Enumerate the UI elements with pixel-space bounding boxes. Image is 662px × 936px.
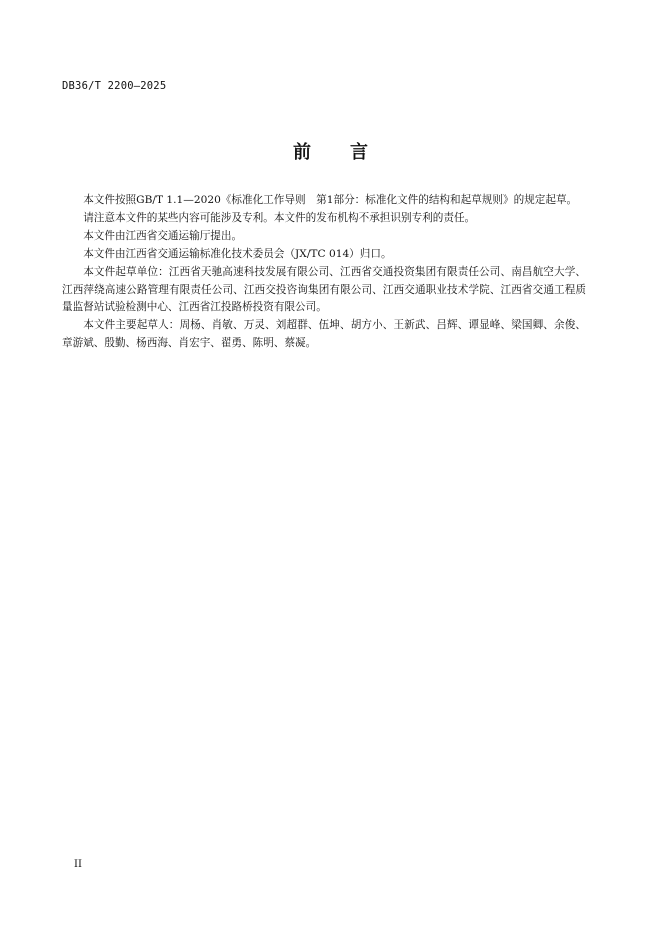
page-number: II bbox=[74, 859, 82, 870]
paragraph-technical-committee: 本文件由江西省交通运输标准化技术委员会（JX/TC 014）归口。 bbox=[83, 247, 392, 260]
paragraph-proposer: 本文件由江西省交通运输厅提出。 bbox=[83, 229, 243, 242]
paragraph-drafting-units: 本文件起草单位：江西省天驰高速科技发展有限公司、江西省交通投资集团有限责任公司、南昌航空大学、江西萍绕高速公路管理有限责任公司、江西交投咨询集团有限公司、江西交通职业技术学院、江西省交通工程质量监督站试验检测中心、江西省江投路桥投资有限公司。 bbox=[62, 265, 586, 314]
document-code: DB36/T 2200—2025 bbox=[62, 80, 167, 92]
section-title-char-1: 前 bbox=[293, 142, 312, 163]
section-title bbox=[0, 138, 662, 164]
paragraph-drafting-rules: 本文件按照GB/T 1.1—2020《标准化工作导则 第1部分：标准化文件的结构和起草规则》的规定起草。 bbox=[83, 194, 578, 206]
paragraph-patent-notice: 请注意本文件的某些内容可能涉及专利。本文件的发布机构不承担识别专利的责任。 bbox=[83, 211, 476, 224]
paragraph-drafters: 本文件主要起草人：周杨、肖敏、万灵、刘超群、伍坤、胡方小、王新武、吕辉、谭显峰、梁国卿、余俊、章游斌、殷勤、杨西海、肖宏宇、翟勇、陈明、蔡凝。 bbox=[62, 319, 586, 350]
section-title-char-2: 言 bbox=[350, 142, 369, 163]
document-body bbox=[62, 192, 586, 353]
